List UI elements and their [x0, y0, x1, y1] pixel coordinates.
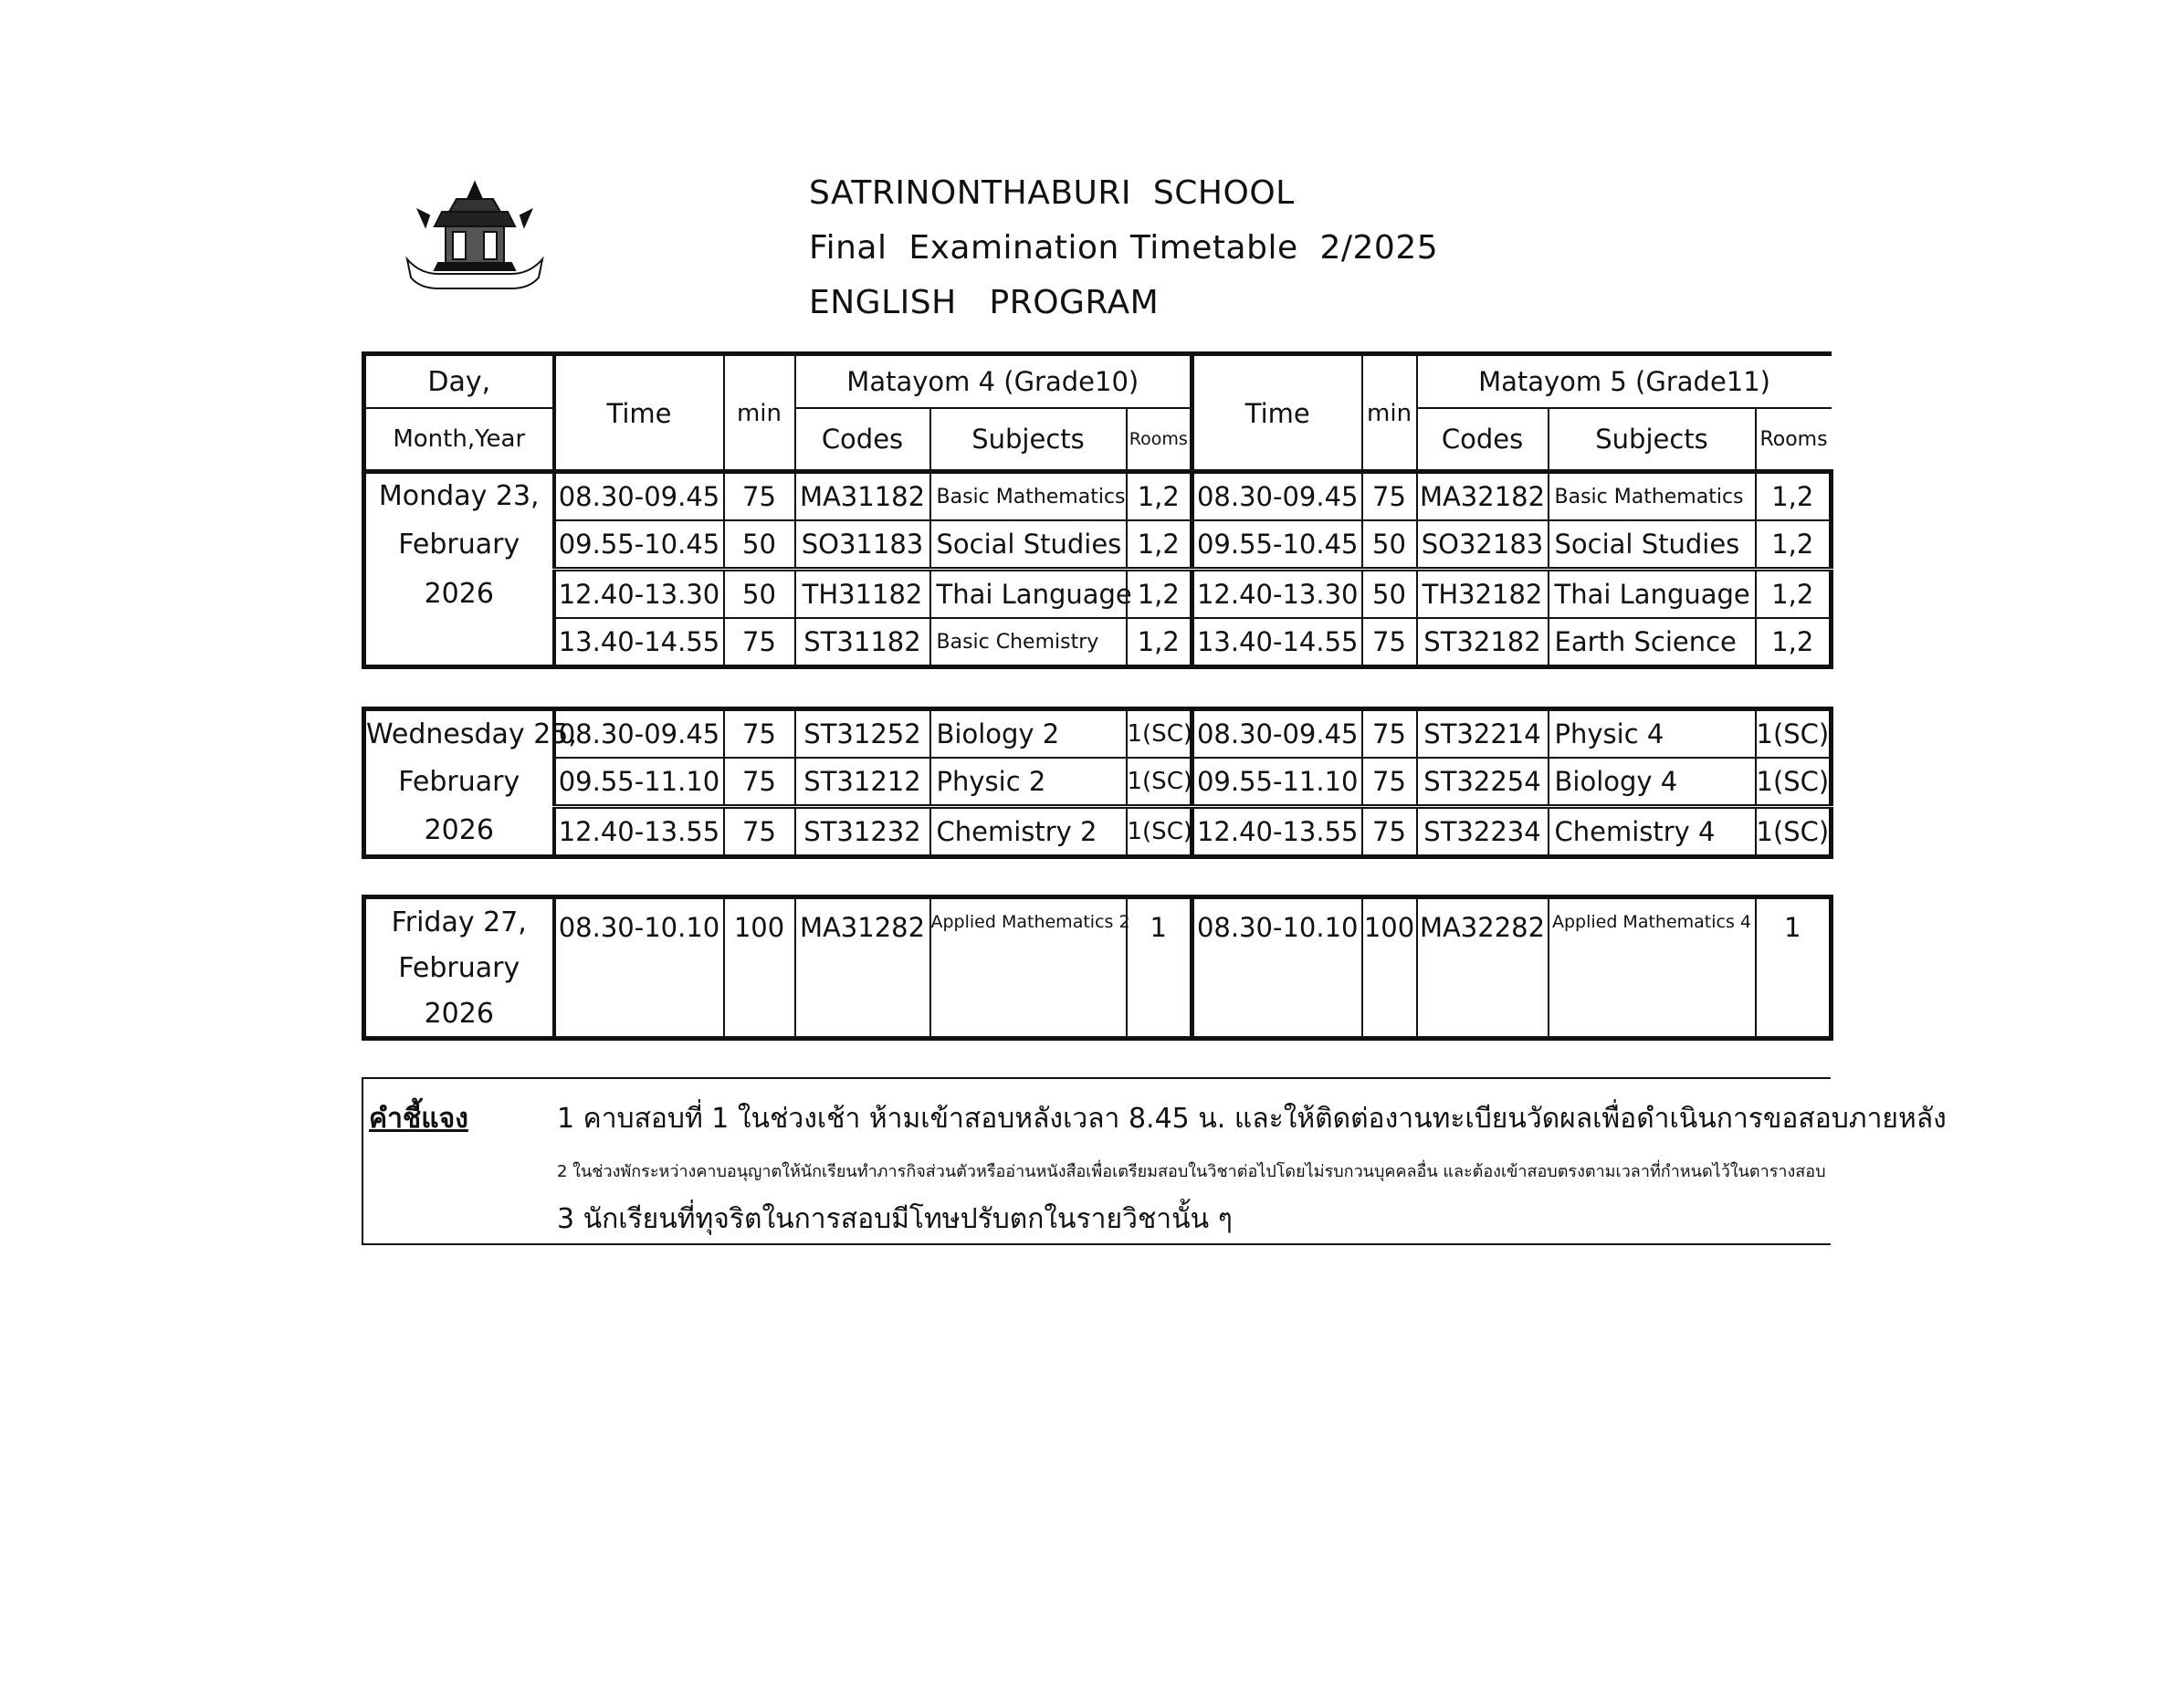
m5-code: SO32183 — [1417, 520, 1549, 570]
instruction-line-1: 1 คาบสอบที่ 1 ในช่วงเช้า ห้ามเข้าสอบหลังเวลา 8.45 น. และให้ติดต่องานทะเบียนวัดผลเพื่อดำเนินการขอสอบภายหลัง — [557, 1103, 1947, 1135]
day-label: Monday 23, — [364, 472, 554, 521]
header-codes-m5: Codes — [1417, 408, 1549, 472]
m5-min: 50 — [1362, 570, 1417, 619]
m4-subject: Applied Mathematics 2 — [930, 897, 1127, 1039]
m5-min: 75 — [1362, 709, 1417, 759]
year-label: 2026 — [364, 570, 554, 619]
m5-min: 75 — [1362, 618, 1417, 667]
m5-min: 75 — [1362, 758, 1417, 807]
m4-subject: Chemistry 2 — [930, 807, 1127, 857]
year-label: 2026 — [364, 807, 554, 857]
m4-min: 100 — [724, 897, 795, 1039]
m5-subject: Chemistry 4 — [1549, 807, 1756, 857]
m5-code: MA32282 — [1417, 897, 1549, 1039]
header-min-m5: min — [1362, 354, 1417, 472]
m4-time: 13.40-14.55 — [554, 618, 724, 667]
program-name: ENGLISH PROGRAM — [809, 284, 1160, 321]
header-day: Day, — [364, 354, 554, 409]
header-codes-m4: Codes — [795, 408, 930, 472]
m4-subject: Biology 2 — [930, 709, 1127, 759]
m4-code: MA31182 — [795, 472, 930, 521]
instructions-label: คำชี้แจง — [369, 1103, 468, 1135]
m5-time: 08.30-09.45 — [1192, 472, 1362, 521]
m5-room: 1,2 — [1756, 618, 1832, 667]
instruction-line-3: 3 นักเรียนที่ทุจริตในการสอบมีโทษปรับตกในรายวิชานั้น ๆ — [557, 1203, 1233, 1235]
m5-room: 1(SC) — [1756, 758, 1832, 807]
m4-time: 12.40-13.30 — [554, 570, 724, 619]
day-block-wednesday — [362, 707, 1833, 859]
m4-time: 08.30-10.10 — [554, 897, 724, 1039]
m4-time: 08.30-09.45 — [554, 472, 724, 521]
m5-subject: Physic 4 — [1549, 709, 1756, 759]
m5-min: 75 — [1362, 807, 1417, 857]
m4-room: 1 — [1127, 897, 1192, 1039]
month-label: February — [364, 758, 554, 807]
m4-min: 75 — [724, 618, 795, 667]
m5-code: MA32182 — [1417, 472, 1549, 521]
document-title-block — [809, 166, 1438, 330]
m5-subject: Thai Language — [1549, 570, 1756, 619]
m5-min: 75 — [1362, 472, 1417, 521]
m5-room: 1(SC) — [1756, 807, 1832, 857]
day-label: Friday 27, — [364, 897, 554, 946]
m5-subject: Social Studies — [1549, 520, 1756, 570]
school-name: SATRINONTHABURI SCHOOL — [809, 174, 1295, 212]
m4-time: 09.55-10.45 — [554, 520, 724, 570]
m4-min: 75 — [724, 758, 795, 807]
m5-room: 1,2 — [1756, 520, 1832, 570]
m4-code: SO31183 — [795, 520, 930, 570]
m4-subject: Physic 2 — [930, 758, 1127, 807]
instruction-line-2: 2 ในช่วงพักระหว่างคาบอนุญาตให้นักเรียนทำภารกิจส่วนตัวหรืออ่านหนังสือเพื่อเตรียมสอบในวิชาต่อไปโดยไม่รบกวนบุคคลอื่น และต้องเข้าสอบตรงตามเวลาที่กำหนดไว้ในตารางสอบ — [557, 1162, 1826, 1181]
m5-room: 1,2 — [1756, 472, 1832, 521]
instructions-box — [362, 1077, 1947, 1245]
header-month-year: Month,Year — [364, 408, 554, 472]
m4-min: 75 — [724, 709, 795, 759]
m4-room: 1(SC) — [1127, 709, 1192, 759]
year-label: 2026 — [364, 990, 554, 1039]
month-label: February — [364, 945, 554, 990]
day-label: Wednesday 25, — [364, 709, 554, 759]
m5-code: ST32234 — [1417, 807, 1549, 857]
header-min-m4: min — [724, 354, 795, 472]
m5-room: 1(SC) — [1756, 709, 1832, 759]
m4-time: 12.40-13.55 — [554, 807, 724, 857]
m5-min: 100 — [1362, 897, 1417, 1039]
header-time-m5: Time — [1192, 354, 1362, 472]
header-matayom5: Matayom 5 (Grade11) — [1417, 354, 1832, 409]
header-subjects-m5: Subjects — [1549, 408, 1756, 472]
m5-min: 50 — [1362, 520, 1417, 570]
m4-time: 09.55-11.10 — [554, 758, 724, 807]
m5-time: 09.55-10.45 — [1192, 520, 1362, 570]
m5-subject: Applied Mathematics 4 — [1549, 897, 1756, 1039]
m4-min: 75 — [724, 472, 795, 521]
timetable-header — [362, 351, 1832, 474]
m5-time: 08.30-09.45 — [1192, 709, 1362, 759]
m5-time: 12.40-13.55 — [1192, 807, 1362, 857]
school-emblem-icon — [402, 179, 548, 298]
header-rooms-m4: Rooms — [1127, 408, 1192, 472]
m4-room: 1,2 — [1127, 520, 1192, 570]
m4-room: 1(SC) — [1127, 758, 1192, 807]
m4-subject: Basic Chemistry — [930, 618, 1127, 667]
m4-subject: Basic Mathematics — [930, 472, 1127, 521]
m4-code: ST31182 — [795, 618, 930, 667]
m4-code: MA31282 — [795, 897, 930, 1039]
m4-room: 1,2 — [1127, 472, 1192, 521]
m5-code: ST32182 — [1417, 618, 1549, 667]
m5-time: 12.40-13.30 — [1192, 570, 1362, 619]
m5-time: 09.55-11.10 — [1192, 758, 1362, 807]
month-label: February — [364, 520, 554, 570]
m5-code: ST32254 — [1417, 758, 1549, 807]
m4-code: TH31182 — [795, 570, 930, 619]
m5-code: ST32214 — [1417, 709, 1549, 759]
m4-min: 50 — [724, 520, 795, 570]
m4-room: 1(SC) — [1127, 807, 1192, 857]
m4-code: ST31232 — [795, 807, 930, 857]
header-subjects-m4: Subjects — [930, 408, 1127, 472]
m5-room: 1 — [1756, 897, 1832, 1039]
header-rooms-m5: Rooms — [1756, 408, 1832, 472]
m5-subject: Basic Mathematics — [1549, 472, 1756, 521]
m4-room: 1,2 — [1127, 618, 1192, 667]
m4-code: ST31252 — [795, 709, 930, 759]
day-block-friday — [362, 895, 1833, 1041]
m4-subject: Thai Language — [930, 570, 1127, 619]
day-block-monday — [362, 469, 1833, 669]
m5-subject: Earth Science — [1549, 618, 1756, 667]
m5-time: 08.30-10.10 — [1192, 897, 1362, 1039]
m4-min: 50 — [724, 570, 795, 619]
m4-subject: Social Studies — [930, 520, 1127, 570]
m4-min: 75 — [724, 807, 795, 857]
m5-code: TH32182 — [1417, 570, 1549, 619]
header-time-m4: Time — [554, 354, 724, 472]
day-blank — [364, 618, 554, 667]
m4-room: 1,2 — [1127, 570, 1192, 619]
m5-room: 1,2 — [1756, 570, 1832, 619]
timetable-title: Final Examination Timetable 2/2025 — [809, 229, 1439, 267]
header-matayom4: Matayom 4 (Grade10) — [795, 354, 1192, 409]
m5-subject: Biology 4 — [1549, 758, 1756, 807]
m4-code: ST31212 — [795, 758, 930, 807]
m4-time: 08.30-09.45 — [554, 709, 724, 759]
m5-time: 13.40-14.55 — [1192, 618, 1362, 667]
